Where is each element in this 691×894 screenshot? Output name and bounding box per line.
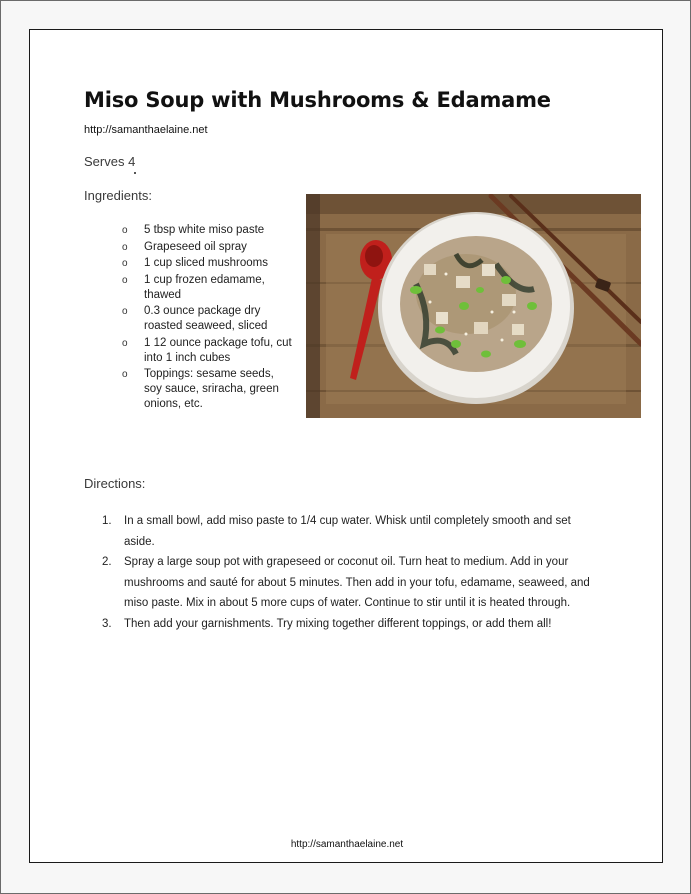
recipe-title: Miso Soup with Mushrooms & Edamame <box>84 88 551 112</box>
directions-heading: Directions: <box>84 476 146 491</box>
direction-step <box>102 511 602 552</box>
ingredient-item: o 1 cup sliced mushrooms <box>122 257 268 269</box>
ingredient-item: o 1 12 ounce package tofu, cut into 1 inch cubes <box>122 336 292 364</box>
ingredient-item: o Grapeseed oil spray <box>122 240 247 253</box>
soup-photo <box>306 194 641 418</box>
step-number: 1. <box>102 515 112 527</box>
step-text: Then add your garnishments. Try mixing together different toppings, or add them all! <box>124 617 552 630</box>
step-number: 3. <box>102 617 112 630</box>
ingredient-item: o 1 cup frozen edamame, thawed <box>122 273 265 301</box>
step-text: Spray a large soup pot with grapeseed or coconut oil. Turn heat to medium. Add in your mushrooms and sauté for about 5 minutes. Then add in your tofu, edamame, seaweed, and miso paste. Mix in about 5 more cups of water. Continue to stir until it is heated through. <box>124 556 590 609</box>
ingredients-list <box>122 223 292 414</box>
bullet-icon: o <box>122 306 128 317</box>
ingredient-item: o 0.3 ounce package dry roasted seaweed, sliced <box>122 305 268 332</box>
stray-mark <box>134 172 136 174</box>
step-text: In a small bowl, add miso paste to 1/4 cup water. Whisk until completely smooth and set aside. <box>124 515 571 548</box>
bullet-icon: o <box>122 241 128 253</box>
step-number: 2. <box>102 556 112 568</box>
recipe-page <box>29 29 663 863</box>
bullet-icon: o <box>122 274 128 286</box>
direction-step <box>102 552 602 614</box>
footer-url[interactable]: http://samanthaelaine.net <box>290 839 404 850</box>
bullet-icon: o <box>122 369 128 380</box>
source-url[interactable]: http://samanthaelaine.net <box>84 124 208 136</box>
ingredients-heading: Ingredients: <box>84 188 152 203</box>
bullet-icon: o <box>122 225 128 236</box>
bullet-icon: o <box>122 258 128 269</box>
serves-text: Serves 4 <box>84 154 136 169</box>
ingredient-item: o 5 tbsp white miso paste <box>122 224 265 236</box>
soup-bowl <box>378 212 574 404</box>
direction-step <box>102 614 602 635</box>
bullet-icon: o <box>122 337 128 349</box>
directions-list <box>102 511 602 634</box>
ingredient-item: o Toppings: sesame seeds, soy sauce, sriracha, green onions, etc. <box>122 368 279 410</box>
